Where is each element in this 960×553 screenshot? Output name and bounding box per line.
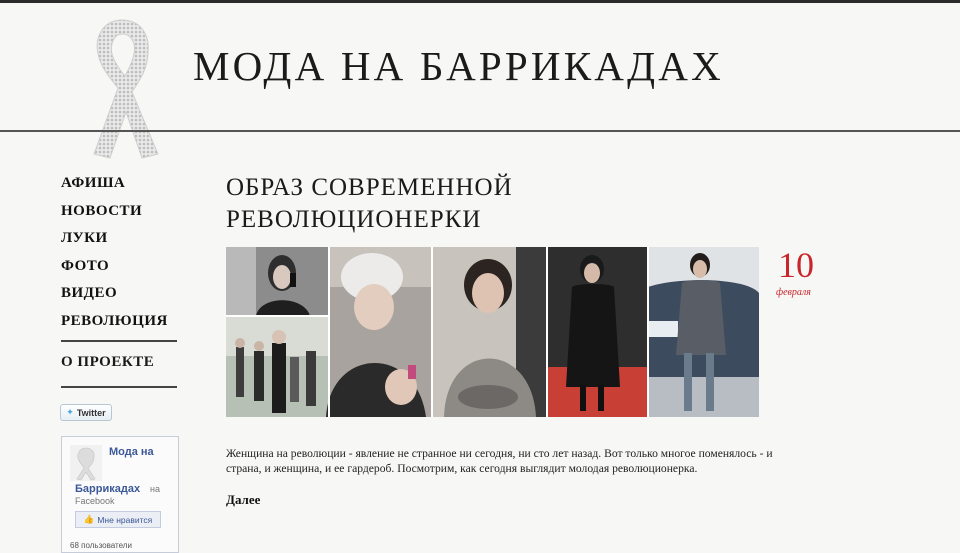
facebook-platform-text: Facebook — [75, 496, 115, 506]
read-more-link[interactable]: Далее — [226, 492, 261, 507]
photo-woman-black-coat — [547, 247, 648, 417]
nav-item-news[interactable]: НОВОСТИ — [61, 202, 143, 219]
facebook-page-name[interactable]: Мода на — [109, 446, 154, 458]
facebook-like-box — [61, 436, 179, 553]
nav-item-video[interactable]: ВИДЕО — [61, 285, 118, 301]
nav-item-photo[interactable]: ФОТО — [61, 257, 110, 274]
ribbon-icon[interactable] — [74, 14, 170, 160]
article-title[interactable] — [226, 172, 513, 236]
nav-item-about[interactable]: О ПРОЕКТЕ — [61, 354, 155, 370]
article-title-line2: РЕВОЛЮЦИОНЕРКИ — [226, 206, 482, 233]
twitter-bird-icon: ✦ — [66, 407, 74, 417]
site-title[interactable]: МОДА НА БАРРИКАДАХ — [193, 43, 724, 89]
photo-woman-knit-hat — [326, 247, 432, 417]
article-date-day: 10 — [778, 245, 814, 285]
header-divider — [0, 130, 960, 132]
nav-item-afisha[interactable]: АФИША — [61, 175, 126, 191]
main-nav — [61, 172, 181, 337]
photo-woman-grey-cardigan — [432, 247, 547, 417]
nav-item-looks[interactable]: ЛУКИ — [61, 230, 108, 246]
photo-street-crowd — [226, 316, 329, 417]
top-border-line — [0, 0, 960, 3]
thumbs-up-icon: 👍 — [83, 514, 95, 524]
photo-woman-phone — [226, 247, 329, 316]
facebook-on-text: на — [150, 484, 160, 494]
article-excerpt: Женщина на революции - явление не странное ни сегодня, ни сто лет назад. Вот только многое поменялось - и страна, и женщина, и ее гардероб. Посмотрим, как сегодня выглядит молодая революционерка. — [226, 446, 773, 475]
twitter-button[interactable] — [60, 404, 112, 421]
nav-item-revolution[interactable]: РЕВОЛЮЦИЯ — [61, 312, 168, 329]
nav-divider — [61, 340, 177, 342]
nav-divider-bottom — [61, 386, 177, 388]
facebook-like-label: Мне нравится — [97, 514, 153, 525]
article-date-month: февраля — [776, 287, 811, 298]
photo-woman-with-car — [648, 247, 759, 417]
twitter-label: Twitter — [76, 407, 106, 418]
facebook-like-count: 68 пользователи — [70, 541, 132, 550]
facebook-like-button[interactable] — [75, 511, 161, 528]
article-title-line1: ОБРАЗ СОВРЕМЕННОЙ — [226, 174, 513, 201]
article-photo-collage[interactable] — [226, 247, 759, 417]
facebook-page-name-cont[interactable]: Баррикадах — [75, 483, 141, 495]
page-avatar[interactable] — [70, 445, 102, 481]
